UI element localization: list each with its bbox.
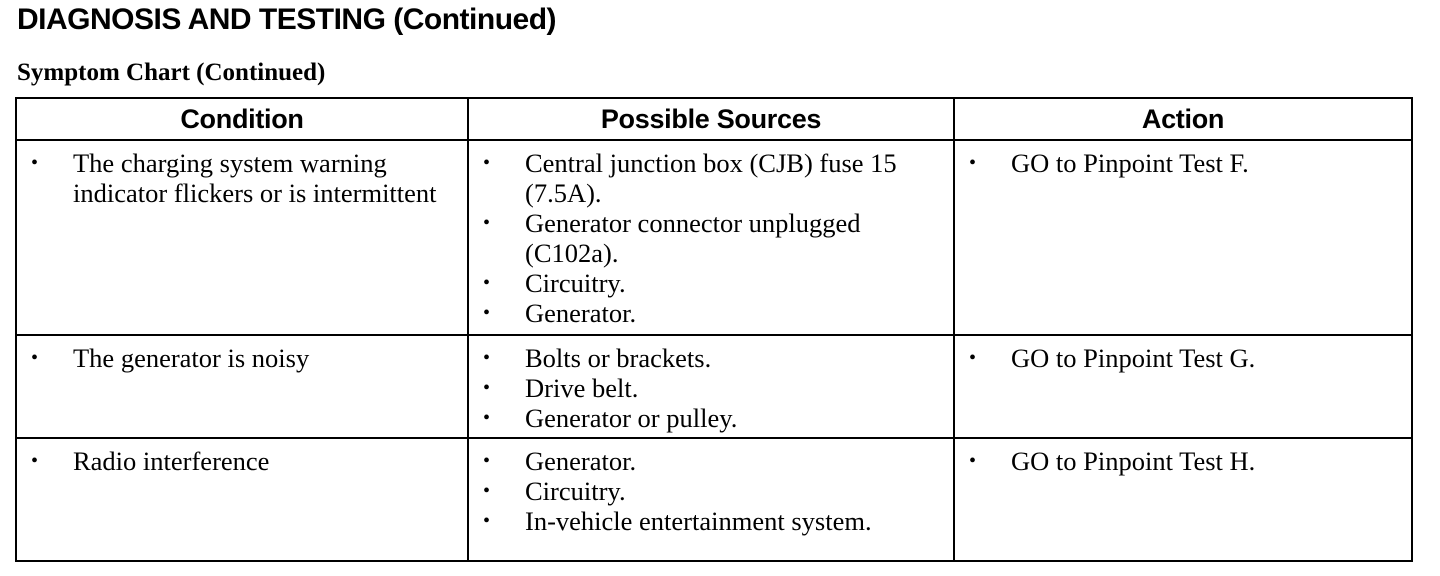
- list-item: • Generator or pulley.: [483, 403, 738, 433]
- bullet-icon: •: [483, 377, 491, 399]
- list-item: • Generator.: [483, 298, 637, 328]
- bullet-icon: •: [483, 212, 491, 234]
- list-item: • Bolts or brackets.: [483, 343, 712, 373]
- table-row: [16, 335, 1412, 438]
- table-header-row: [16, 98, 1412, 140]
- list-item: • GO to Pinpoint Test G.: [969, 343, 1256, 373]
- bullet-icon: •: [31, 152, 39, 174]
- bullet-icon: •: [483, 302, 491, 324]
- list-item: • Central junction box (CJB) fuse 15 (7.5A).: [483, 148, 897, 208]
- column-header-condition: Condition: [16, 98, 468, 140]
- list-item: • Circuitry.: [483, 476, 626, 506]
- table-row: [16, 438, 1412, 561]
- bullet-icon: •: [483, 510, 491, 532]
- condition-cell: [16, 438, 468, 561]
- list-item: • In-vehicle entertainment system.: [483, 506, 872, 536]
- section-heading: Symptom Chart (Continued): [17, 59, 326, 86]
- bullet-icon: •: [483, 152, 491, 174]
- bullet-icon: •: [483, 480, 491, 502]
- condition-cell: [16, 335, 468, 438]
- bullet-icon: •: [483, 347, 491, 369]
- list-item: • Generator.: [483, 446, 637, 476]
- list-item: • The charging system warning indicator flickers or is intermittent: [31, 148, 437, 208]
- bullet-icon: •: [31, 450, 39, 472]
- action-cell: [954, 140, 1412, 335]
- bullet-icon: •: [969, 152, 977, 174]
- list-item: • GO to Pinpoint Test F.: [969, 148, 1249, 178]
- list-item: • GO to Pinpoint Test H.: [969, 446, 1256, 476]
- bullet-icon: •: [483, 450, 491, 472]
- bullet-icon: •: [969, 450, 977, 472]
- possible-sources-cell: [468, 140, 954, 335]
- list-item: • Radio interference: [31, 446, 270, 476]
- condition-cell: [16, 140, 468, 335]
- bullet-icon: •: [969, 347, 977, 369]
- bullet-icon: •: [483, 272, 491, 294]
- bullet-icon: •: [483, 407, 491, 429]
- list-item: • Generator connector unplugged (C102a).: [483, 208, 861, 268]
- symptom-chart-table: [15, 97, 1413, 562]
- action-cell: [954, 438, 1412, 561]
- possible-sources-cell: [468, 335, 954, 438]
- table-row: [16, 140, 1412, 335]
- page-heading: DIAGNOSIS AND TESTING (Continued): [17, 3, 557, 36]
- bullet-icon: •: [31, 347, 39, 369]
- action-cell: [954, 335, 1412, 438]
- list-item: • Circuitry.: [483, 268, 626, 298]
- list-item: • Drive belt.: [483, 373, 639, 403]
- column-header-possible-sources: Possible Sources: [468, 98, 954, 140]
- column-header-action: Action: [954, 98, 1412, 140]
- possible-sources-cell: [468, 438, 954, 561]
- list-item: • The generator is noisy: [31, 343, 310, 373]
